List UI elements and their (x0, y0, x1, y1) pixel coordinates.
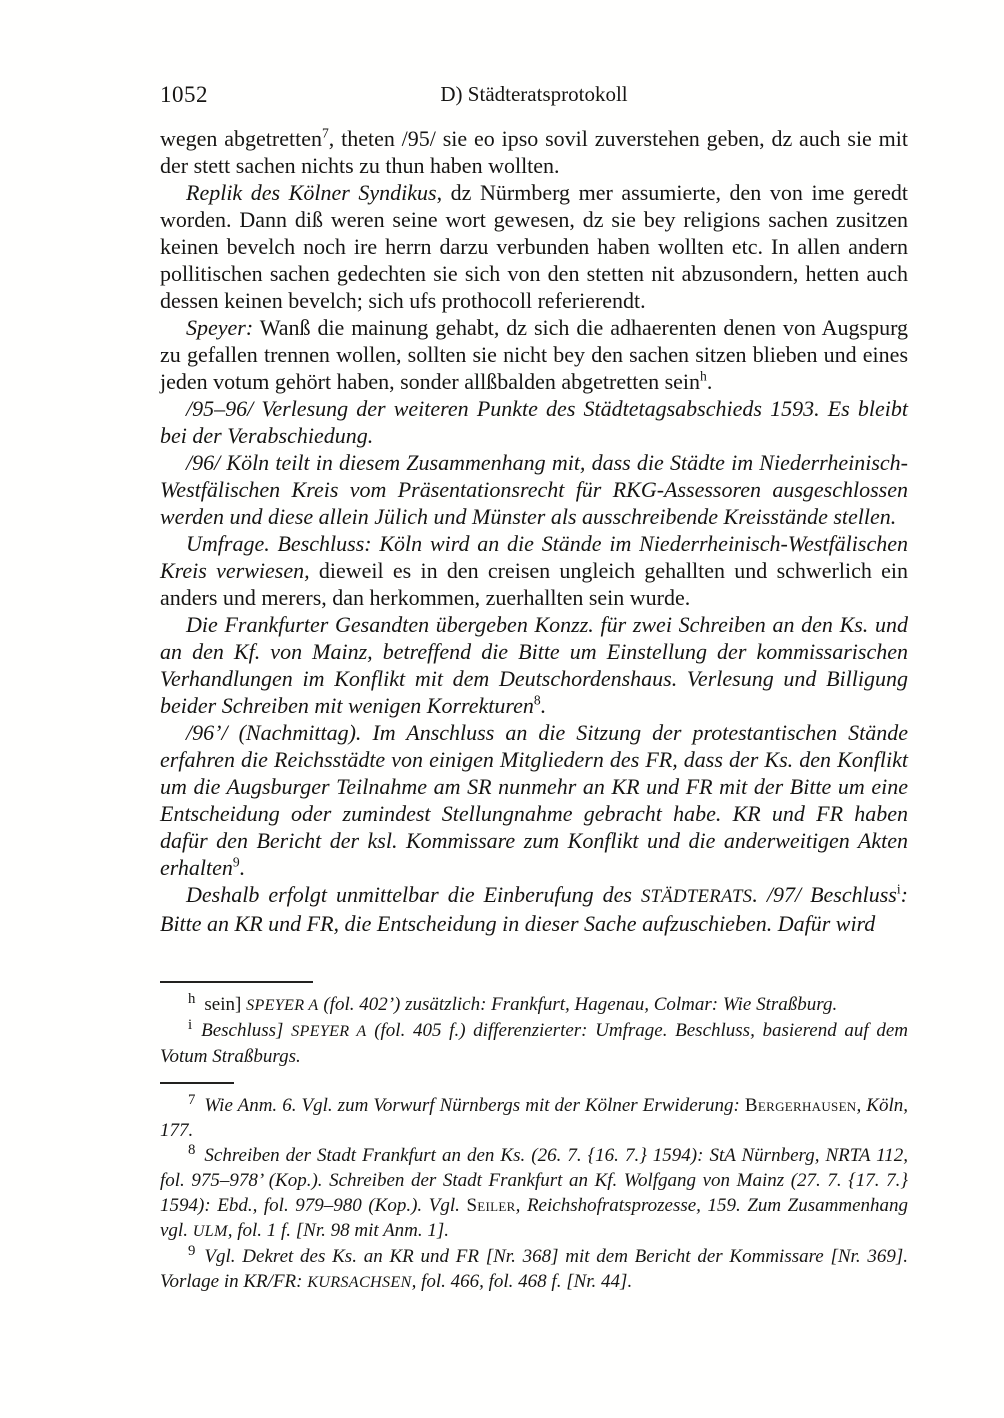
text-run: dieweil es in den creisen ungleich gehallten und schwerlich ein anders und merers, dan herkommen, zuerhallten sein wurde. (160, 558, 908, 610)
apparatus-footnote (160, 1018, 908, 1069)
page-number: 1052 (160, 82, 208, 107)
text-run: (fol. 405 f.) differenzierter: Umfrage. Beschluss, basierend auf dem Votum Straßburgs. (160, 1020, 908, 1067)
text-run: Vgl. Dekret des Ks. an KR und FR [Nr. 368] mit dem Bericht der Kommissare [Nr. 369]. Vorlage in KR/FR: (160, 1246, 908, 1292)
text-run: . /97/ Beschluss (752, 882, 897, 907)
text-run: /96’/ (Nachmittag). Im Anschluss an die Sitzung der protestantischen Stände erfahren die Reichsstädte von einigen Mitgliedern des FR, dass der Ks. den Konflikt um die Augsburger Teilnahme am SR nunmehr an KR und FR mit der Bitte um eine Entscheidung oder zumindest Stellungnahme gebracht habe. KR und FR haben dafür den Bericht der ksl. Kommissare zum Konflikt und die anderweitigen Akten erhalten (160, 720, 908, 880)
body-paragraph (160, 125, 908, 179)
text-run: 8 (533, 692, 541, 708)
text-run: /96/ Köln teilt in diesem Zusammenhang mit, dass die Städte im Niederrheinisch-Westfälischen Kreis vom Präsentationsrecht für RKG-Assessoren ausgeschlossen werden und diese allein Jülich und Münster als ausschreibende Kreisstände stellen. (160, 450, 908, 529)
body-paragraph (160, 881, 908, 937)
text-run: : Bitte an KR und FR, die Entscheidung in dieser Sache aufzuschieben. Dafür wird (160, 882, 908, 936)
footnote-marker: i (188, 1016, 193, 1033)
text-run: wegen abgetretten (160, 126, 322, 151)
text-run: i (896, 881, 901, 897)
numbered-footnote (160, 1143, 908, 1244)
body-paragraph (160, 611, 908, 719)
text-run: , Reichshofratsprozesse, 159. Zum Zusammenhang vgl. (160, 1195, 909, 1241)
text-run: Wanß die mainung gehabt, dz sich die adhaerenten denen von Augspurg zu gefallen trennen wollen, sollten sie nicht bey den sachen sitzen blieben und eines jeden votum gehört haben, sonder allßbalden abgetretten sein (160, 315, 908, 394)
page-header (160, 82, 908, 108)
text-column (160, 82, 908, 1295)
footnote-marker: 8 (188, 1141, 196, 1158)
numbered-footnote (160, 1093, 908, 1143)
body-paragraph (160, 719, 908, 881)
text-run: . (239, 855, 246, 880)
footnote-separator-rule (160, 1082, 234, 1084)
text-run: Speyer: (186, 315, 254, 340)
apparatus-footnote (160, 992, 908, 1018)
text-run: SPEYER A (246, 997, 319, 1014)
text-run: Deshalb erfolgt unmittelbar die Einberufung des (186, 882, 641, 907)
text-run: Wie Anm. 6. Vgl. zum Vorwurf Nürnbergs mit der Kölner Erwiderung: (204, 1095, 745, 1116)
text-run: Beschluss] (201, 1020, 292, 1041)
text-run: , fol. 466, fol. 468 f. [Nr. 44]. (411, 1271, 633, 1292)
running-title: D) Städteratsprotokoll (440, 82, 628, 106)
text-run: Die Frankfurter Gesandten übergeben Konzz. für zwei Schreiben an den Ks. und an den Kf. von Mainz, betreffend die Bitte um Einstellung der kommissarischen Verhandlungen im Konflikt mit dem Deutschordenshaus. Verlesung und Billigung beider Schreiben mit wenigen Korrekturen (160, 612, 908, 718)
footnote-marker: 9 (188, 1242, 196, 1259)
apparatus-separator-rule (160, 981, 313, 983)
text-run: , theten /95/ sie eo ipso sovil zuverstehen geben, dz auch sie mit der stett sachen nichts zu thun haben wollten. (160, 126, 908, 178)
text-run: . (540, 693, 547, 718)
body-paragraph (160, 179, 908, 314)
text-run: /95–96/ Verlesung der weiteren Punkte des Städtetagsabschieds 1593. Es bleibt bei der Verabschiedung. (160, 396, 908, 448)
text-run: SPEYER A (291, 1023, 367, 1040)
footnote-marker: h (188, 990, 196, 1007)
text-run: STÄDTERATS (640, 886, 753, 907)
body-paragraph (160, 530, 908, 611)
text-run: Schreiben der Stadt Frankfurt an den Ks. (26. 7. {16. 7.} 1594): StA Nürnberg, NRTA 112, fol. 975–978’ (Kop.). Schreiben der Stadt Frankfurt an Kf. Wolfgang von Mainz (27. 7. {17. 7.} 1594): Ebd., fol. 979–980 (Kop.). Vgl. (160, 1145, 908, 1216)
text-run: 9 (232, 854, 240, 870)
main-text (160, 125, 908, 937)
text-run: , Köln, 177. (160, 1095, 908, 1141)
text-run: 7 (321, 125, 329, 141)
text-run: , dz Nürmberg mer assumierte, den von ime geredt worden. Dann diß weren seine wort gewesen, dz sie bey religions sachen zusitzen keinen bevelch noch ire herrn darzu verbunden haben wollten etc. In allen andern pollitischen sachen gedechten sie sich von den stetten nit abzusondern, hetten auch dessen keinen bevelch; sich ufs prothocoll referierendt. (160, 180, 908, 313)
text-run: KURSACHSEN (307, 1274, 412, 1291)
text-run: , fol. 1 f. [Nr. 98 mit Anm. 1]. (227, 1220, 450, 1241)
numbered-footnotes (160, 1093, 908, 1295)
text-run: (fol. 402’) zusätzlich: Frankfurt, Hagenau, Colmar: Wie Straßburg. (318, 994, 838, 1015)
text-run: Seiler (466, 1195, 516, 1216)
text-run: Bergerhausen (744, 1095, 857, 1116)
body-paragraph (160, 449, 908, 530)
text-run: sein] (204, 994, 247, 1015)
apparatus-footnotes (160, 992, 908, 1069)
body-paragraph (160, 395, 908, 449)
text-run: ULM (192, 1223, 228, 1240)
body-paragraph (160, 314, 908, 395)
text-run: Replik des Kölner Syndikus (186, 180, 437, 205)
footnote-marker: 7 (188, 1091, 196, 1108)
text-run: Umfrage. Beschluss: Köln wird an die Stände im Niederrheinisch-Westfälischen Kreis verwiesen, (160, 531, 908, 583)
numbered-footnote (160, 1244, 908, 1295)
text-run: . (706, 369, 713, 394)
text-run: h (700, 368, 707, 384)
